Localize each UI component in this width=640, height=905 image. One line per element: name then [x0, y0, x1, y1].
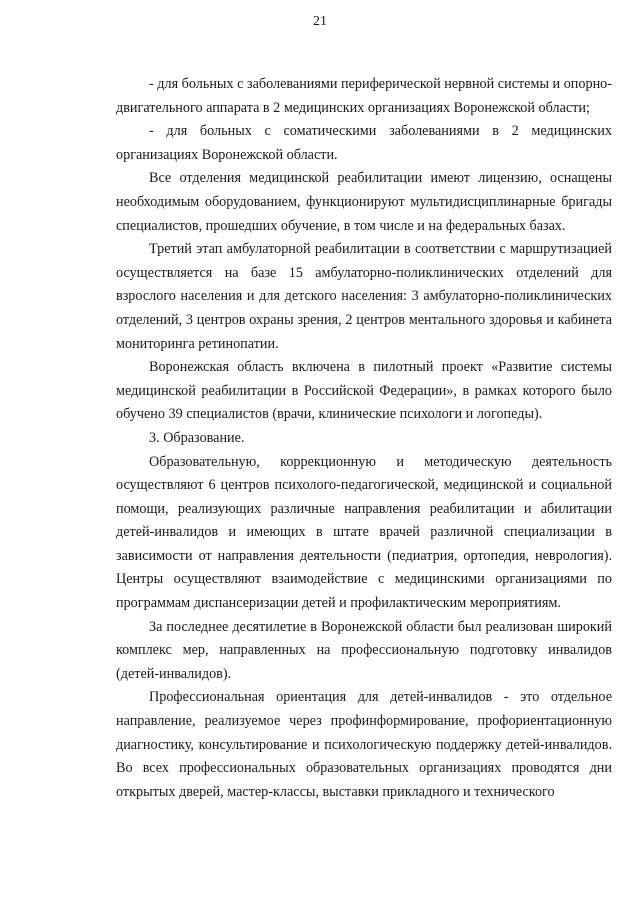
- paragraph-rehab-departments: Все отделения медицинской реабилитации имеют лицензию, оснащены необходимым оборудованием, функционируют мультидисциплинарные бригады специалистов, прошедших обучение, в том числе и на федеральных базах.: [116, 170, 612, 234]
- document-body: [116, 73, 612, 804]
- section-heading-education: 3. Образование.: [149, 429, 245, 446]
- paragraph-career-guidance: Профессиональная ориентация для детей-инвалидов - это отдельное направление, реализуемое через профинформирование, профориентационную диагностику, консультирование и психологическую поддержку детей-инвалидов. Во всех профессиональных образовательных организациях проводятся дни открытых дверей, мастер-классы, выставки прикладного и технического: [116, 689, 612, 800]
- paragraph-education-centers: Образовательную, коррекционную и методическую деятельность осуществляют 6 центров психолого-педагогической, медицинской и социальной помощи, реализующих различные направления реабилитации и абилитации детей-инвалидов и имеющих в штате врачей различной специализации в зависимости от направления деятельности (педиатрия, ортопедия, неврология). Центры осуществляют взаимодействие с медицинскими организациями по программам диспансеризации детей и профилактическим мероприятиям.: [116, 453, 612, 612]
- paragraph-peripheral-nervous: - для больных с заболеваниями периферической нервной системы и опорно-двигательного аппарата в 2 медицинских организациях Воронежской области;: [116, 76, 612, 116]
- paragraph-last-decade: За последнее десятилетие в Воронежской области был реализован широкий комплекс мер, направленных на профессиональную подготовку инвалидов (детей-инвалидов).: [116, 618, 612, 682]
- paragraph-pilot-project: Воронежская область включена в пилотный проект «Развитие системы медицинской реабилитации в Российской Федерации», в рамках которого было обучено 39 специалистов (врачи, клинические психологи и логопеды).: [116, 359, 612, 423]
- paragraph-third-stage: Третий этап амбулаторной реабилитации в соответствии с маршрутизацией осуществляется на базе 15 амбулаторно-поликлинических отделений для взрослого населения и для детского населения: 3 амбулаторно-поликлинических отделений, 3 центров охраны зрения, 2 центров ментального здоровья и кабинета мониторинга ретинопатии.: [116, 241, 612, 352]
- page-number: 21: [313, 14, 327, 29]
- paragraph-somatic-diseases: - для больных с соматическими заболеваниями в 2 медицинских организациях Воронежской области.: [116, 123, 612, 163]
